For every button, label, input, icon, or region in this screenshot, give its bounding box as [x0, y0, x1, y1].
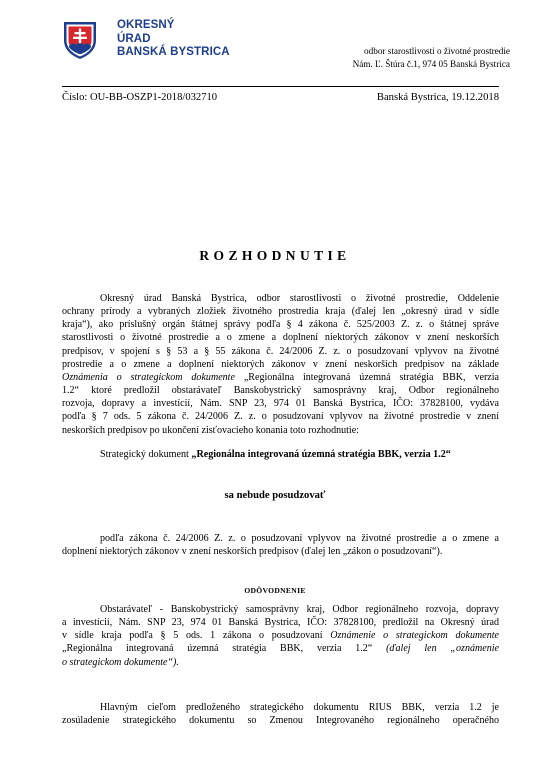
text-line: doplnení niektorých zákonov v znení neskorších predpisov (ďalej len „zákon o posudzovaní“).: [62, 546, 443, 558]
office-address: Nám. Ľ. Štúra č.1, 974 05 Banská Bystrica: [352, 59, 510, 69]
office-name-line: BANSKÁ BYSTRICA: [117, 46, 230, 58]
text-line: [62, 656, 499, 669]
text-line: starostlivosti o životné prostredie a o zmene a doplnení niektorých zákonov v znení neskorších: [62, 332, 499, 344]
decision-prefix: Strategický dokument: [100, 449, 192, 460]
text-line: [62, 371, 499, 384]
decision-document-name: „Regionálna integrovaná územná stratégia BBK, verzia 1.2“: [191, 449, 451, 460]
italic-phrase: o strategickom dokumente“).: [62, 656, 179, 668]
text-line: 1.2“ ktoré predložil obstarávateľ Banskobystrický samosprávny kraj, Odbor regionálneho: [62, 385, 499, 397]
text-line: kraja“), ako príslušný orgán štátnej správy podľa § 4 zákona č. 525/2003 Z. z. o štátnej správe: [62, 319, 499, 331]
italic-phrase: Oznámenie o strategickom dokumente: [330, 630, 500, 642]
document-title: ROZHODNUTIE: [199, 248, 351, 263]
text-fragment: „Regionálna integrovaná územná stratégia BBK, verzia: [234, 371, 499, 383]
italic-phrase: Oznámenia o strategickom dokumente: [62, 371, 235, 383]
text-line: prostredie a o zmene a doplnení niektorých zákonov v znení neskorších predpisov na základe: [62, 358, 499, 370]
intro-paragraph: [62, 292, 499, 437]
text-line: Obstarávateľ - Banskobystrický samosprávny kraj, Odbor regionálneho rozvoja, dopravy: [100, 604, 499, 615]
text-fragment: v sídle kraja podľa § 5 ods. 1 zákona o posudzovaní: [62, 630, 323, 642]
text-line: rozvoja, dopravy a investícií, Nám. SNP 23, 974 01 Banská Bystrica, IČO: 37828100, vydáva: [62, 398, 499, 410]
decision-statement: [100, 449, 451, 460]
text-fragment: „Regionálna integrovaná územná stratégia BBK, verzia 1.2“: [62, 643, 373, 655]
text-line: predpisov, v spojení s § 53 a § 55 zákona č. 24/2006 Z. z. o posudzovaní vplyvov na životné: [62, 345, 499, 357]
text-line: zosúladenie strategického dokumentu so Zmenou Integrovaného regionálneho operačného: [62, 715, 499, 727]
office-name-line: OKRESNÝ: [117, 19, 175, 31]
office-name: [117, 19, 230, 60]
office-name-line: ÚRAD: [117, 32, 151, 45]
text-line: [62, 642, 499, 655]
coat-of-arms-icon: [62, 20, 98, 60]
text-line: Hlavným cieľom predloženého strategického dokumentu RIUS BBK, verzia 1.2 je: [100, 702, 499, 713]
reasoning-heading: ODÔVODNENIE: [244, 586, 306, 595]
goal-paragraph: [62, 701, 499, 727]
reasoning-paragraph: [62, 603, 499, 669]
text-line: podľa zákona č. 24/2006 Z. z. o posudzovaní vplyvov na životné prostredie a o zmene a: [100, 533, 499, 544]
department-address: [353, 45, 510, 71]
text-line: podľa § 7 ods. 5 zákona č. 24/2006 Z. z. o posudzovaní vplyvov na životné prostredie v znení: [62, 411, 499, 423]
text-line: neskorších predpisov po ukončení zisťovacieho konania toto rozhodnutie:: [62, 424, 359, 436]
text-line: a investícií, Nám. SNP 23, 974 01 Banská Bystrica, IČO: 37828100, predložil na Okresný úrad: [62, 617, 499, 629]
italic-phrase: (ďalej len „oznámenie: [386, 643, 499, 655]
not-assessed-statement: sa nebude posudzovať: [224, 490, 326, 501]
text-line: [62, 629, 499, 642]
department-name: odbor starostlivosti o životné prostredie: [364, 46, 510, 56]
office-logo: [62, 20, 262, 80]
text-line: Okresný úrad Banská Bystrica, odbor starostlivosti o životné prostredie, Oddelenie: [100, 293, 499, 304]
legal-basis: [62, 532, 499, 558]
reference-number: Číslo: OU-BB-OSZP1-2018/032710: [62, 92, 218, 103]
place-date: Banská Bystrica, 19.12.2018: [376, 92, 499, 103]
header-divider: [62, 86, 499, 87]
text-line: ochrany prírody a vybraných zložiek životného prostredia kraja (ďalej len „okresný úrad v sídle: [62, 306, 499, 318]
